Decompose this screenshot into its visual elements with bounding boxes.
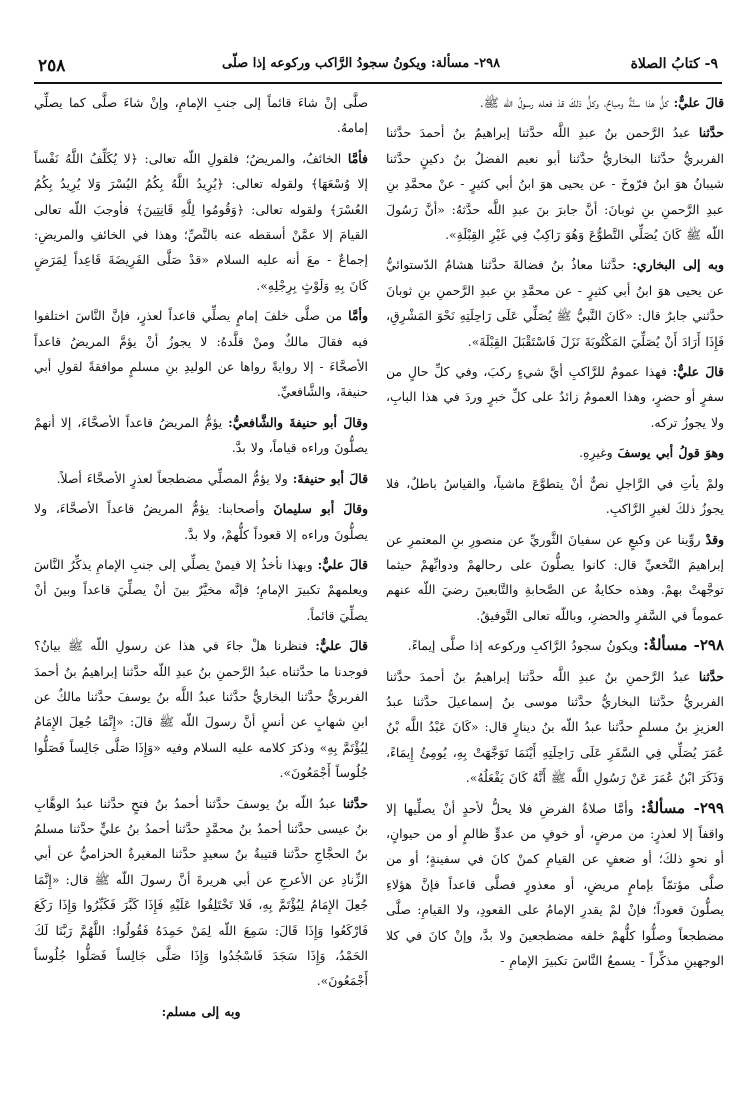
paragraph: قالَ عليٌّ: فنظرنا هلْ جاءَ في هذا عن رسولِ اللّه ﷺ بيانٌ؟ فوجدنا ما حدَّثناه عبدُ الرَّحمنِ بنُ عبدِ اللّه حدَّثنا إبراهيمُ بنُ أحمدَ الفربريُّ حدَّثنا البخاريُّ حدَّثنا عبدُ اللَّه بنُ يوسفَ حدَّثنا مالكٌ عن ابنِ شهابٍ عن أنسٍ أنَّ رسولَ اللّه ﷺ قالَ: «إِنَّمَا جُعِلَ الإِمَامُ لِيُؤْتَمَّ بِهِ» وذكرَ كلامه عليه السلام وفيه «وَإِذَا صَلَّى جَالِساً فَصَلُّوا جُلُوساً أَجْمَعُونَ». [34,638,368,781]
issue-title: ٢٩٨- مسألة: ويكونُ سجودُ الرَّاكب وركوعه إذا صلّى [222,56,501,71]
paragraph: وبه إلى مسلم: [161,1003,241,1019]
paragraph: وهوَ قولُ أبي يوسفَ وغيرِهِ. [579,445,724,461]
book-section: ٩- كتابُ الصلاة [630,56,718,72]
paragraph: قالَ عليٌّ: فهذا عمومٌ للرَّاكبِ أيَّ شيءٍ ركبَ، وفي كلِّ حالٍ من سفرٍ أو حضرٍ، وهذا العمومُ زائدٌ على كلِّ خبرٍ وردَ في هذا البابِ، ولا يجوزُ تركه. [386,364,724,430]
paragraph: حدَّثنا عبدُ الرَّحمنِ بنُ عبدِ اللَّه حدَّثنا إبراهيمُ بنُ أحمدَ حدَّثنا الفربريُّ حدَّثنا البخاريُّ حدَّثنا موسى بنُ إسماعيلَ حدَّثنا عبدُ العزيزِ بنُ مسلمٍ حدَّثنا عبدُ اللّه بنُ دينارٍ قال: «كَانَ عَبْدُ اللَّه بْنُ عُمَرَ يُصَلِّي فِي السَّفَرِ عَلَى رَاحِلَتِهِ أَيْنَمَا تَوَجَّهَتْ بِهِ، يُومِئُ إِيمَاءً، وَذَكَرَ ابْنُ عُمَرَ عَنْ رَسُولِ اللَّه ﷺ أَنَّهُ كَانَ يَفْعَلُهُ». [386,668,724,786]
right-column [386,90,724,978]
paragraph: حدَّثنا عبدُ اللّه بنُ يوسفَ حدَّثنا أحمدُ بنُ فتحٍ حدَّثنا عبدُ الوهَّابِ بنُ عيسى حدَّثنا أحمدُ بنُ محمَّدٍ حدَّثنا أحمدُ بنُ عليٍّ حدَّثنا مسلمُ بنُ الحجَّاجِ حدَّثنا قتيبةُ بنُ سعيدٍ حدَّثنا المغيرةُ الحزاميُّ عن أبي الزِّنادِ عن الأعرجِ عن أبي هريرةَ أنَّ رسولَ اللّه ﷺ قال: «إِنَّمَا جُعِلَ الإِمَامُ لِيُؤْتَمَّ بِهِ، فَلا تَخْتَلِفُوا عَلَيْهِ فَإِذَا كَبَّرَ فَكَبِّرُوا وَإِذَا رَكَعَ فَارْكَعُوا وَإِذَا قَالَ: سَمِعَ اللّه لِمَنْ حَمِدَهُ فَقُولُوا: اللَّهُمَّ رَبَّنَا لَكَ الحَمْدُ، وَإِذَا سَجَدَ فَاسْجُدُوا وَإِذَا صَلَّى جَالِساً فَصَلُّوا جُلُوساً أَجْمَعُونَ». [34,795,368,989]
paragraph: وبه إلى البخاري: حدَّثنا معاذُ بنُ فضالةَ حدَّثنا هشامٌ الدّستوائيُّ عن يحيى هوَ ابنُ أبي كثيرٍ - عن محمَّدِ بنِ عبدِ الرَّحمنِ بنِ ثوبانَ حدَّثني جابرٌ قال: «كَانَ النَّبيُّ ﷺ يُصَلِّي عَلَى رَاحِلَتِهِ نَحْوَ المَشْرِقِ، فَإِذَا أَرَادَ أَنْ يُصَلِّيَ المَكْتُوبَةَ نَزَلَ فَاسْتَقْبَلَ القِبْلَةَ». [386,257,724,349]
paragraph: ولمْ يأتِ في الرَّاجلِ نصٌّ أنْ يتطوَّعَ ماشياً، والقياسُ باطلٌ، فلا يجوزُ ذلكَ لغيرِ الرَّاكبِ. [386,475,724,517]
paragraph: صلَّى إنْ شاءَ قائماً إلى جنبِ الإمامِ، وإنْ شاءَ صلَّى كما يصلِّي إمامهُ. [34,95,368,136]
issue-heading: ٢٩٩- مسألةٌ: وأمَّا صلاةُ الفرضِ فلا يحلُّ لأحدٍ أنْ يصلِّيها إلا واقفاً إلا لعذرٍ: من مرضٍ، أو خوفٍ من عدوٍّ ظالمٍ أو من حيوانٍ، أو نحوِ ذلكَ؛ أو ضعفٍ عن القيامِ كمنْ كانَ في سفينةٍ؛ أو من صلَّى مؤتمّاً بإمامٍ مريضٍ، أو معذورٍ فصلَّى قاعداً فإنَّ هؤلاءِ يصلُّونَ قعوداً؛ فإنْ لمْ يقدرِ الإمامُ على القعودِ، ولا القيامِ: صلَّى مضطجعاً وصلُّوا كلُّهمْ خلفه مضطجعينَ ولا بدَّ، وإنْ كانَ في كلا الوجهينِ مذكِّراً - يسمعُ النَّاسَ تكبيرَ الإمامِ - [386,798,724,968]
paragraph: وقالَ أبو سليمانَ وأصحابنا: يؤمُّ المريضُ قاعداً الأصحَّاءَ، ولا يصلُّونَ وراءه إلا قعوداً كلُّهمْ، ولا بدَّ. [34,501,368,542]
paragraph: قالَ عليٌّ: وبهذا نأخذُ إلا فيمنْ يصلِّي إلى جنبِ الإمامِ يذكِّرُ النَّاسَ ويعلمهمْ تكبيرَ الإمامِ؛ فإنَّه مخيَّرٌ بينَ أنْ يصلِّيَ قاعداً وبينَ أنْ يصلِّيَ قائماً. [34,556,368,623]
left-column [34,90,368,1029]
paragraph: قالَ عليٌّ: كلُّ هذا سنَّةٌ ومباحٌ، وكلُّ ذلكَ قدْ فعله رسولُ اللّه ﷺ. [479,95,724,110]
paragraph: وأمَّا من صلَّى خلفَ إمامٍ يصلِّي قاعداً لعذرٍ، فإنَّ النَّاسَ اختلفوا فيه فقالَ مالكٌ ومنْ قلَّدهُ: لا يجوزُ أنْ يؤمَّ المريضُ قاعداً الأصحَّاءَ - إلا روايةً رواها عن الوليدِ بنِ مسلمٍ موافقةً لقولِ أبي حنيفةَ، والشَّافعيِّ. [34,308,368,400]
paragraph: وقالَ أبو حنيفةَ والشَّافعيُّ: يؤمُّ المريضُ قاعداً الأصحَّاءَ، إلا أنهمْ يصلُّونَ وراءه قياماً، ولا بدَّ. [34,414,368,456]
issue-heading: ٢٩٨- مسألةٌ: ويكونُ سجودُ الرَّاكبِ وركوعه إذا صلَّى إيماءً. [407,636,724,655]
paragraph: فأمَّا الخائفُ، والمريضُ؛ فلقولِ اللّه تعالى: ﴿لا يُكَلِّفُ اللَّهُ نَفْساً إلا وُسْعَهَا﴾ ولقوله تعالى: ﴿يُرِيدُ اللَّهُ بِكُمُ اليُسْرَ وَلا يُرِيدُ بِكُمُ العُسْرَ﴾ ولقوله تعالى: ﴿وَقُومُوا لِلَّهِ قَانِتِينَ﴾ فأوجبَ اللّه تعالى القيامَ إلا عمَّنْ أسقطه عنه بالنَّصِّ؛ وهذا في الخائفِ والمريضِ: إجماعٌ - معَ أنه عليه السلام «قدْ صَلَّى الفَرِيضَةَ قَاعِداً لِمَرَضٍ كَانَ بِهِ وَلَوْثٍ بِرِجْلِهِ». [34,150,368,293]
header-rule [34,82,722,84]
paragraph: وقدْ روِّينا عن وكيعٍ عن سفيانَ الثَّوريِّ عن منصورِ بنِ المعتمرِ عن إبراهيمَ النَّخعيِّ قال: كانوا يصلُّونَ على رحالهمْ ودوابِّهمْ حيثما توجَّهتْ بهمْ. وهذه حكايةٌ عن الصَّحابةِ والتَّابعينَ رضيَ اللّه عنهم عموماً في السَّفرِ والحضرِ، وباللّه تعالى التَّوفيقُ. [386,531,724,623]
running-header [12,56,744,78]
paragraph: حدَّثنا عبدُ الرَّحمن بنُ عبدِ اللَّه حدَّثنا إبراهيمُ بنُ أحمدَ حدَّثنا الفربريُّ حدَّثنا البخاريُّ حدَّثنا أبو نعيم الفضلُ بنُ دكينٍ حدَّثنا شيبانُ هوَ ابنُ فرّوخَ - عن يحيى هوَ ابنُ أبي كثيرٍ - عنْ محمَّدِ بنِ عبدِ الرَّحمنِ بنِ ثوبانَ: أنَّ جابرَ بنَ عبدِ اللَّه حدَّثهُ: «أنَّ رَسُولَ اللّه ﷺ كَانَ يُصَلِّي التَّطوُّعَ وَهُوَ رَاكِبٌ فِي غَيْرِ القِبْلَةِ». [386,125,724,243]
paragraph: قالَ أبو حنيفةَ: ولا يؤمُّ المصلِّي مضطجعاً لعذرٍ الأصحَّاءَ أصلاً. [56,470,368,486]
page-number: ٢٥٨ [38,56,66,76]
